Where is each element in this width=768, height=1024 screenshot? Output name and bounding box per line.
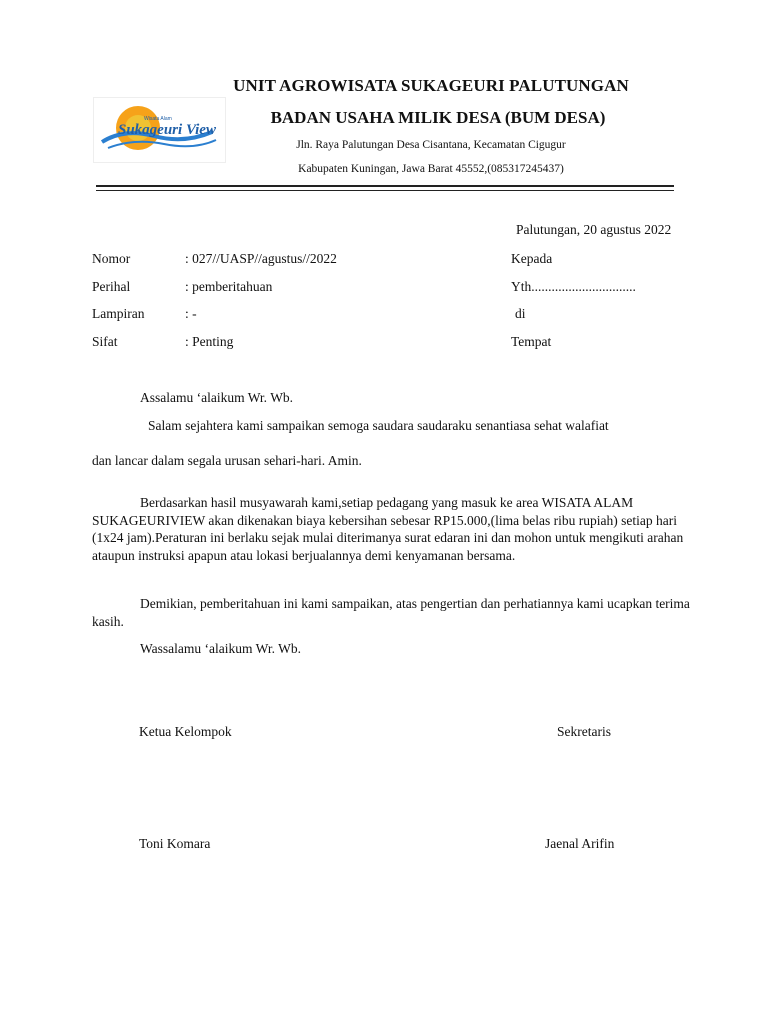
meta-value-sifat: : Penting [185, 334, 234, 349]
letterhead-city-phone: Kabupaten Kuningan, Jawa Barat 45552,(085317245437) [298, 163, 564, 175]
body-paragraph-1: Berdasarkan hasil musyawarah kami,setiap pedagang yang masuk ke area WISATA ALAM SUKAGEURIVIEW akan dikenakan biaya kebersihan sebesar RP15.000,(lima belas ribu rupiah) setiap hari (1x24 jam).Peraturan ini berlaku sejak mulai diterimanya surat edaran ini dan mohon untuk mengikuti arahan ataupun instruksi apapun atau lokasi berjualannya demi kenyamanan bersama. [92, 495, 684, 563]
meta-label-perihal: Perihal [92, 279, 131, 294]
salam-line-1: Salam sejahtera kami sampaikan semoga saudara saudaraku senantiasa sehat walafiat [148, 418, 609, 433]
signature-left-name: Toni Komara [139, 836, 211, 851]
letterhead-unit-name: UNIT AGROWISATA SUKAGEURI PALUTUNGAN [233, 76, 629, 95]
svg-text:Wisata Alam: Wisata Alam [144, 116, 172, 122]
greeting: Assalamu ‘alaikum Wr. Wb. [140, 390, 294, 405]
signature-right-title: Sekretaris [557, 724, 611, 739]
recipient-yth: Yth............................... [511, 279, 636, 294]
letterhead-bumdes-name: BADAN USAHA MILIK DESA (BUM DESA) [270, 108, 606, 127]
letterhead-divider-thick [96, 185, 674, 187]
signature-left-title: Ketua Kelompok [139, 724, 232, 739]
letterhead-address: Jln. Raya Palutungan Desa Cisantana, Kecamatan Cigugur [296, 139, 566, 151]
signature-right-name: Jaenal Arifin [545, 836, 615, 851]
salam-line-2: dan lancar dalam segala urusan sehari-hari. Amin. [92, 453, 362, 468]
meta-value-perihal: : pemberitahuan [185, 279, 273, 294]
organization-logo [93, 97, 226, 163]
meta-label-lampiran: Lampiran [92, 306, 145, 321]
place-date: Palutungan, 20 agustus 2022 [516, 222, 672, 237]
meta-value-nomor: : 027//UASP//agustus//2022 [185, 251, 337, 266]
letterhead-divider-thin [96, 190, 674, 191]
recipient-di: di [515, 306, 526, 321]
recipient-tempat: Tempat [511, 334, 552, 349]
meta-value-lampiran: : - [185, 306, 197, 321]
body-paragraph-2: Demikian, pemberitahuan ini kami sampaikan, atas pengertian dan perhatiannya kami ucapkan terima kasih. [92, 596, 690, 629]
recipient-kepada: Kepada [511, 251, 553, 266]
meta-label-sifat: Sifat [92, 334, 118, 349]
svg-text:Sukageuri View: Sukageuri View [118, 122, 216, 138]
closing-salutation: Wassalamu ‘alaikum Wr. Wb. [140, 641, 301, 656]
meta-label-nomor: Nomor [92, 251, 131, 266]
